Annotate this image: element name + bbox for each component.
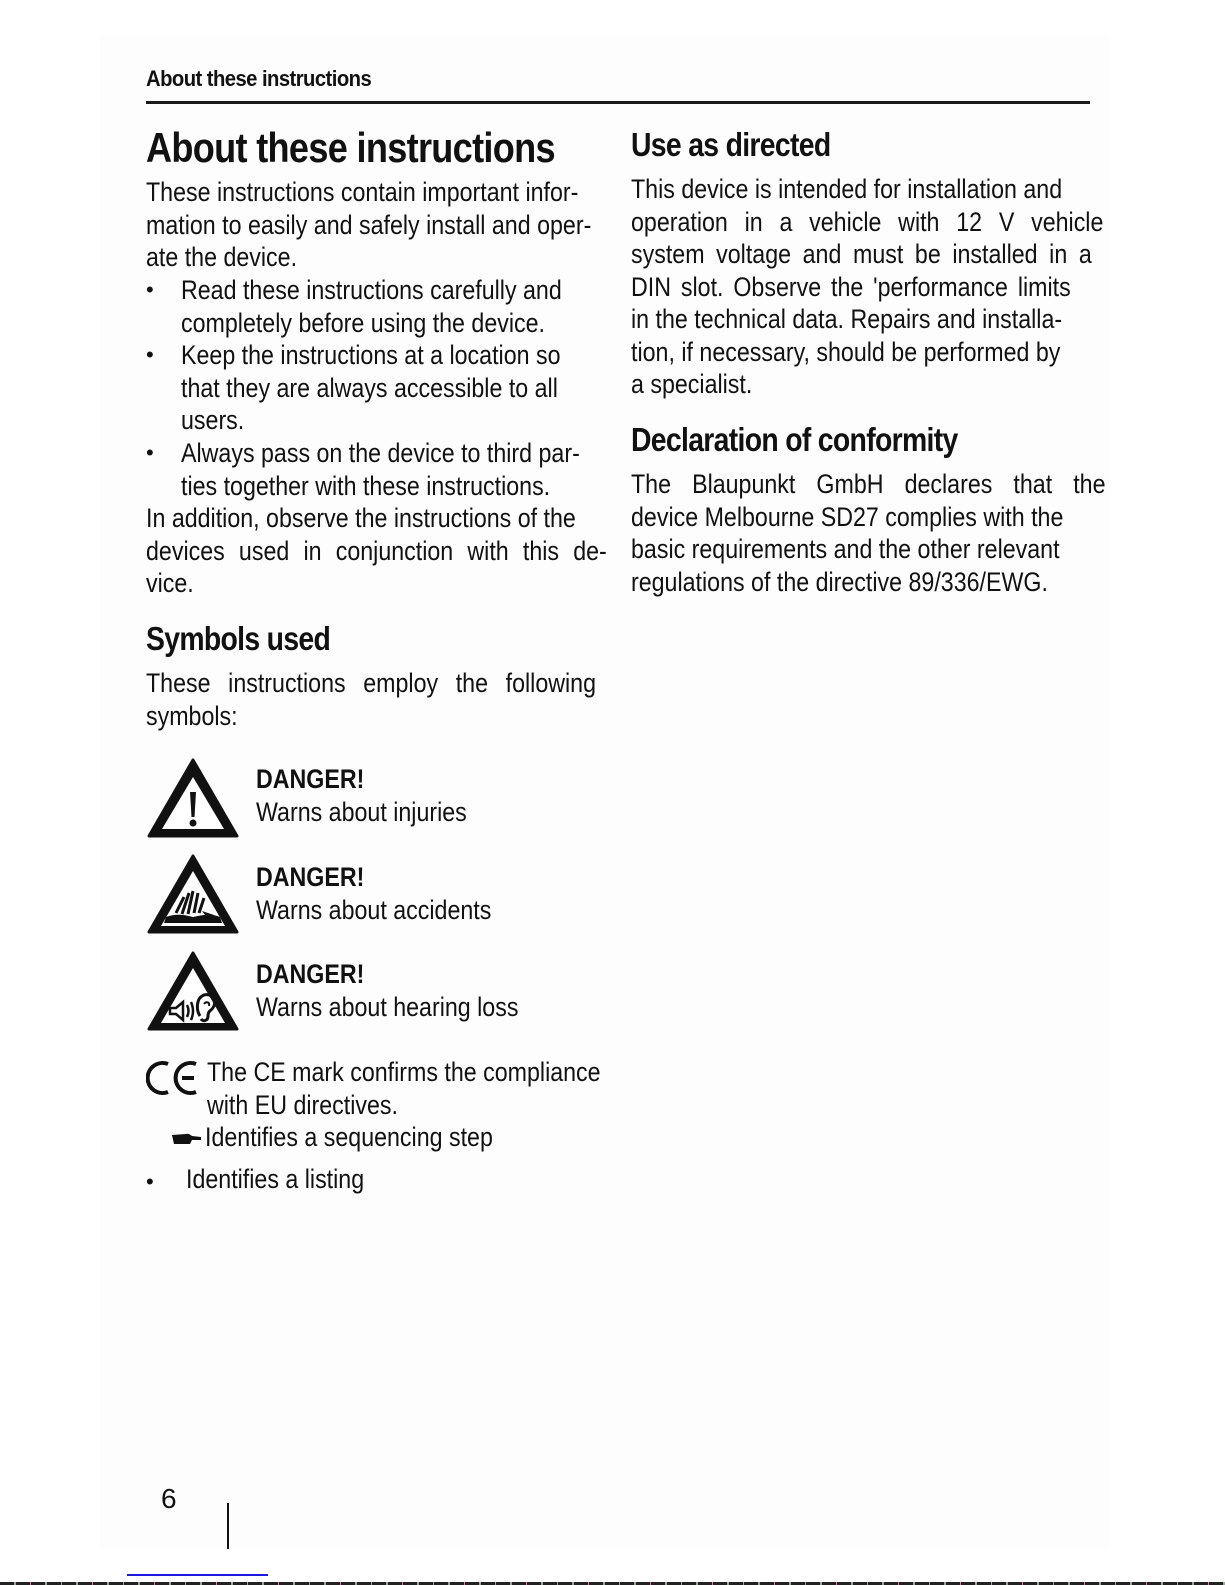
list-item xyxy=(146,339,606,439)
addition-line xyxy=(146,567,599,600)
list-item-line: Keep the instructions at a location so xyxy=(181,340,561,370)
paragraph-line xyxy=(631,238,1092,271)
listing-description: Identifies a listing xyxy=(186,1164,365,1194)
warning-label xyxy=(256,763,467,829)
paragraph-line xyxy=(631,468,1106,501)
list-item-line: Always pass on the device to third par- xyxy=(181,438,580,468)
paragraph-line xyxy=(631,368,1080,401)
addition-line xyxy=(146,535,607,568)
paragraph-line xyxy=(631,501,1080,534)
warning-description: Warns about hearing loss xyxy=(256,992,519,1022)
warning-description: Warns about accidents xyxy=(256,895,492,925)
section-heading-symbols: Symbols used xyxy=(146,620,331,657)
use-as-directed-paragraph xyxy=(631,173,1104,401)
page-number-divider xyxy=(227,1503,229,1549)
paragraph-line-text: This device is intended for installation and xyxy=(631,174,1063,204)
ce-mark-icon xyxy=(146,1058,204,1098)
paragraph-line xyxy=(631,566,1080,599)
paragraph-line-text: basic requirements and the other relevant xyxy=(631,534,1060,564)
paragraph-line xyxy=(631,336,1080,369)
addition-line-text: devices used in conjunction with this de- xyxy=(146,535,607,566)
paragraph-line-text: device Melbourne SD27 complies with the xyxy=(631,501,1064,532)
bullet-icon: • xyxy=(146,1169,154,1194)
paragraph-line-text: operation in a vehicle with 12 V vehicle xyxy=(631,206,1104,237)
warning-symbol-row xyxy=(146,853,606,943)
intro-paragraph xyxy=(146,176,598,274)
paragraph-line-text: in the technical data. Repairs and installa- xyxy=(631,304,1063,334)
running-header: About these instructions xyxy=(146,66,372,91)
paragraph-line xyxy=(631,173,1080,206)
warning-symbol-row xyxy=(146,950,606,1040)
paragraph-line-text: regulations of the directive 89/336/EWG. xyxy=(631,566,1048,597)
paragraph-line-text: DIN slot. Observe the 'performance limits xyxy=(631,271,1071,302)
list-item-line: completely before using the device. xyxy=(181,307,545,338)
intro-line xyxy=(146,209,598,242)
warning-title: DANGER! xyxy=(256,862,365,892)
intro-line-text: mation to easily and safely install and oper- xyxy=(146,209,592,240)
section-heading-declaration: Declaration of conformity xyxy=(631,421,958,458)
addition-line xyxy=(146,502,599,535)
bullet-icon: • xyxy=(146,440,154,465)
warning-description: Warns about injuries xyxy=(256,797,467,827)
warning-hearing-icon xyxy=(146,950,240,1032)
warning-title: DANGER! xyxy=(256,764,365,794)
paragraph-line xyxy=(631,303,1080,336)
intro-line xyxy=(146,241,598,274)
list-item-line: ties together with these instructions. xyxy=(181,470,551,501)
declaration-paragraph xyxy=(631,468,1106,598)
ce-mark-description xyxy=(207,1056,601,1121)
symbols-intro xyxy=(146,667,599,732)
list-item-line: that they are always accessible to all xyxy=(181,372,558,403)
sequencing-step-description: Identifies a sequencing step xyxy=(205,1122,493,1152)
symbols-intro-line xyxy=(146,700,599,733)
footer-link-line xyxy=(127,1574,268,1576)
list-item-text xyxy=(181,339,561,437)
paragraph-line-text: a specialist. xyxy=(631,369,753,399)
list-item-text xyxy=(181,437,580,502)
paragraph-line xyxy=(631,533,1080,566)
list-item-line: users. xyxy=(181,405,245,435)
warning-explosion-icon xyxy=(146,853,240,935)
paragraph-line xyxy=(631,271,1080,304)
addition-paragraph xyxy=(146,502,607,600)
warning-label xyxy=(256,958,518,1024)
ce-mark-line: The CE mark confirms the compliance xyxy=(207,1057,601,1087)
addition-line-text: In addition, observe the instructions of the xyxy=(146,503,576,533)
intro-line-text: These instructions contain important infor- xyxy=(146,177,579,207)
symbols-intro-text: symbols: xyxy=(146,700,238,731)
warning-label xyxy=(256,861,491,927)
warning-symbol-row xyxy=(146,757,606,847)
bullet-icon: • xyxy=(146,342,154,367)
symbols-intro-text: These instructions employ the following xyxy=(146,668,596,698)
paragraph-line-text: The Blaupunkt GmbH declares that the xyxy=(631,469,1106,499)
page-title: About these instructions xyxy=(146,124,555,171)
header-rule xyxy=(146,101,1090,104)
paragraph-line xyxy=(631,206,1104,239)
warning-exclamation-icon xyxy=(146,757,240,839)
addition-line-text: vice. xyxy=(146,568,194,598)
pointing-hand-icon xyxy=(172,1132,202,1146)
list-item xyxy=(146,437,606,507)
ce-mark-line: with EU directives. xyxy=(207,1089,398,1120)
page-number: 6 xyxy=(161,1483,177,1514)
paragraph-line-text: tion, if necessary, should be performed by xyxy=(631,336,1061,367)
paragraph-line-text: system voltage and must be installed in a xyxy=(631,239,1092,269)
intro-line-text: ate the device. xyxy=(146,242,298,272)
bullet-icon: • xyxy=(146,277,154,302)
list-item-line: Read these instructions carefully and xyxy=(181,275,562,305)
symbols-intro-line xyxy=(146,667,599,700)
warning-title: DANGER! xyxy=(256,959,365,989)
section-heading-use-as-directed: Use as directed xyxy=(631,126,831,163)
intro-line xyxy=(146,176,598,209)
list-item-text xyxy=(181,274,562,339)
